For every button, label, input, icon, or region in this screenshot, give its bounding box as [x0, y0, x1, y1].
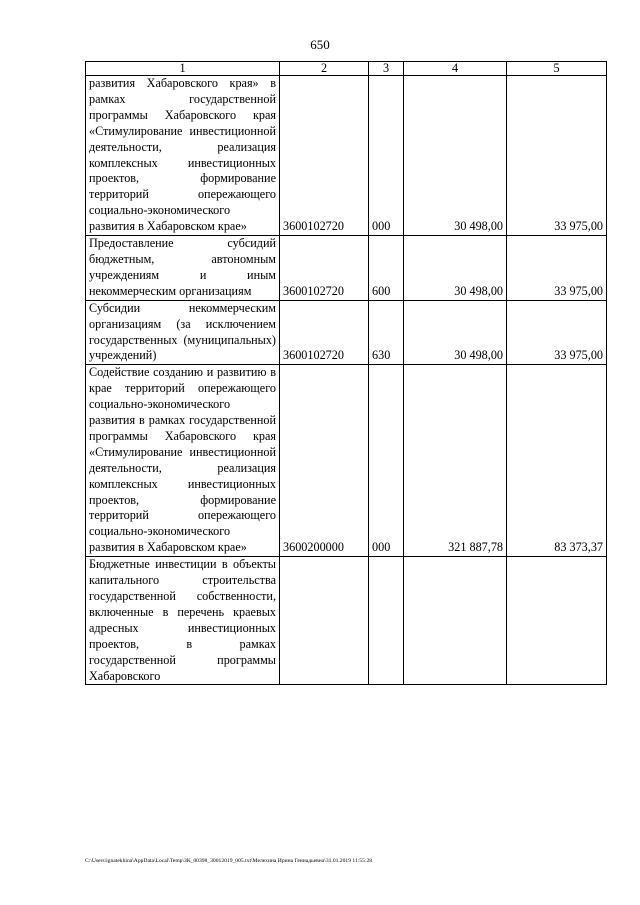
row-target-code: 3600102720 — [280, 300, 369, 365]
document-footer-path: C:\Users\ignatekhina\AppData\Local\Temp\ЗК_00398_30012019_005.txt\Мелехина Ирина Геннадьевна\31.01.2019 11:55:28 — [85, 858, 373, 864]
row-amount-1: 321 887,78 — [404, 365, 507, 557]
row-expense-type: 000 — [369, 365, 404, 557]
row-amount-1 — [404, 557, 507, 685]
row-name: развития Хабаровского края» в рамках государственной программы Хабаровского края «Стимулирование инвестиционной деятельности, реализация комплексных инвестиционных проектов, формирование территорий опережающего социально-экономического развития в Хабаровском крае» — [86, 76, 280, 236]
row-target-code: 3600102720 — [280, 76, 369, 236]
row-amount-2: 33 975,00 — [507, 236, 607, 301]
row-amount-1: 30 498,00 — [404, 300, 507, 365]
budget-table — [85, 61, 607, 685]
table-row — [86, 557, 607, 685]
row-name: Субсидии некоммерческим организациям (за исключением государственных (муниципальных) учреждений) — [86, 300, 280, 365]
row-name: Бюджетные инвестиции в объекты капитального строительства государственной собственности, включенные в перечень краевых адресных инвестиционных проектов, в рамках государственной программы Хабаровского — [86, 557, 280, 685]
row-name: Содействие созданию и развитию в крае территорий опережающего социально-экономического развития в рамках государственной программы Хабаровского края «Стимулирование инвестиционной деятельности, реализация комплексных инвестиционных проектов, формирование территорий опережающего социально-экономического развития в Хабаровском крае» — [86, 365, 280, 557]
row-expense-type — [369, 557, 404, 685]
header-col-3: 3 — [369, 62, 404, 76]
row-expense-type: 600 — [369, 236, 404, 301]
header-col-2: 2 — [280, 62, 369, 76]
table-row — [86, 300, 607, 365]
row-amount-2: 33 975,00 — [507, 300, 607, 365]
table-header-row — [86, 62, 607, 76]
page-number: 650 — [310, 37, 330, 52]
row-amount-2: 33 975,00 — [507, 76, 607, 236]
row-expense-type: 000 — [369, 76, 404, 236]
row-amount-2 — [507, 557, 607, 685]
row-name: Предоставление субсидий бюджетным, автономным учреждениям и иным некоммерческим организациям — [86, 236, 280, 301]
table-row — [86, 365, 607, 557]
row-target-code: 3600200000 — [280, 365, 369, 557]
header-col-4: 4 — [404, 62, 507, 76]
row-amount-2: 83 373,37 — [507, 365, 607, 557]
row-amount-1: 30 498,00 — [404, 76, 507, 236]
header-col-5: 5 — [507, 62, 607, 76]
table-row — [86, 76, 607, 236]
table-row — [86, 236, 607, 301]
header-col-1: 1 — [86, 62, 280, 76]
row-target-code: 3600102720 — [280, 236, 369, 301]
row-expense-type: 630 — [369, 300, 404, 365]
row-target-code — [280, 557, 369, 685]
row-amount-1: 30 498,00 — [404, 236, 507, 301]
